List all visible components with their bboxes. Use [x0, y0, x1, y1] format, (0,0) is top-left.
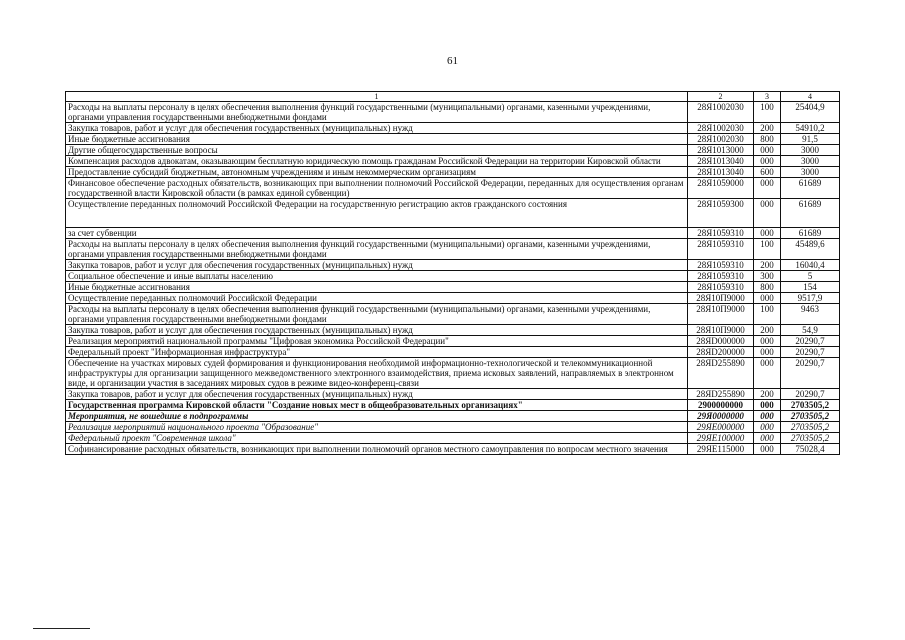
row-name-cell: Другие общегосударственные вопросы: [66, 145, 688, 156]
footer-rule: [33, 628, 90, 629]
row-type-cell: 000: [754, 358, 781, 389]
row-name-cell: Реализация мероприятий национальной программы "Цифровая экономика Российской Федерации": [66, 336, 688, 347]
row-sum-cell: 154: [781, 282, 840, 293]
row-type-cell: 100: [754, 239, 781, 260]
header-col-2: 2: [688, 92, 754, 102]
table-row: [66, 358, 840, 389]
row-name-cell: Расходы на выплаты персоналу в целях обеспечения выполнения функций государственными (муниципальными) органами, казенными учреждениями, органами управления государственными внебюджетными фондами: [66, 304, 688, 325]
row-code-cell: 28Я1002030: [688, 123, 754, 134]
row-sum-cell: 20290,7: [781, 336, 840, 347]
row-code-cell: 28Я1002030: [688, 134, 754, 145]
row-name-cell: Закупка товаров, работ и услуг для обеспечения государственных (муниципальных) нужд: [66, 123, 688, 134]
row-type-cell: 800: [754, 134, 781, 145]
row-name-cell: Закупка товаров, работ и услуг для обеспечения государственных (муниципальных) нужд: [66, 325, 688, 336]
row-name-cell: Осуществление переданных полномочий Российской Федерации: [66, 293, 688, 304]
table-row: [66, 134, 840, 145]
table-row: [66, 411, 840, 422]
row-sum-cell: 2703505,2: [781, 411, 840, 422]
table-row: [66, 282, 840, 293]
row-name-cell: Реализация мероприятий национального проекта "Образование": [66, 422, 688, 433]
table-row: [66, 178, 840, 199]
table-row: [66, 271, 840, 282]
row-type-cell: 200: [754, 123, 781, 134]
row-type-cell: 200: [754, 325, 781, 336]
row-code-cell: 28Я1002030: [688, 102, 754, 123]
row-name-cell: Социальное обеспечение и иные выплаты населению: [66, 271, 688, 282]
row-sum-cell: 20290,7: [781, 358, 840, 389]
row-sum-cell: 2703505,2: [781, 400, 840, 411]
row-sum-cell: 20290,7: [781, 389, 840, 400]
table-row: [66, 199, 840, 228]
row-sum-cell: 3000: [781, 156, 840, 167]
row-code-cell: 28ЯD200000: [688, 347, 754, 358]
row-name-cell: Мероприятия, не вошедшие в подпрограммы: [66, 411, 688, 422]
row-type-cell: 200: [754, 260, 781, 271]
row-code-cell: 28Я1059300: [688, 199, 754, 228]
row-type-cell: 000: [754, 411, 781, 422]
row-name-cell: Обеспечение на участках мировых судей формирования и функционирования необходимой информационно-технологической и телекоммуникационной инфраструктуры для организации защищенного межведомственного электронного взаимодействия, приема исковых заявлений, направляемых в электронном виде, и организации участия в заседаниях мировых судов в режиме видео-конференц-связи: [66, 358, 688, 389]
row-type-cell: 000: [754, 293, 781, 304]
row-type-cell: 800: [754, 282, 781, 293]
row-name-cell: Расходы на выплаты персоналу в целях обеспечения выполнения функций государственными (муниципальными) органами, казенными учреждениями, органами управления государственными внебюджетными фондами: [66, 102, 688, 123]
table-row: [66, 102, 840, 123]
row-type-cell: 100: [754, 304, 781, 325]
row-name-cell: Иные бюджетные ассигнования: [66, 134, 688, 145]
table-row: [66, 433, 840, 444]
table-row: [66, 389, 840, 400]
row-sum-cell: 75028,4: [781, 444, 840, 455]
table-header-row: [66, 92, 840, 102]
row-code-cell: 28ЯD255890: [688, 358, 754, 389]
row-sum-cell: 54910,2: [781, 123, 840, 134]
row-sum-cell: 45489,6: [781, 239, 840, 260]
row-code-cell: 28ЯD255890: [688, 389, 754, 400]
table-row: [66, 228, 840, 239]
row-code-cell: 28Я1059310: [688, 228, 754, 239]
row-code-cell: 28Я1013000: [688, 145, 754, 156]
row-name-cell: Компенсация расходов адвокатам, оказывающим бесплатную юридическую помощь гражданам Российской Федерации на территории Кировской области: [66, 156, 688, 167]
table-row: [66, 347, 840, 358]
row-sum-cell: 9517,9: [781, 293, 840, 304]
row-code-cell: 29ЯЕ115000: [688, 444, 754, 455]
row-type-cell: 100: [754, 102, 781, 123]
row-sum-cell: 61689: [781, 199, 840, 228]
row-sum-cell: 54,9: [781, 325, 840, 336]
row-sum-cell: 9463: [781, 304, 840, 325]
header-col-1: 1: [66, 92, 688, 102]
row-type-cell: 000: [754, 444, 781, 455]
row-name-cell: за счет субвенции: [66, 228, 688, 239]
row-code-cell: 29ЯЕ100000: [688, 433, 754, 444]
row-type-cell: 000: [754, 145, 781, 156]
row-code-cell: 28ЯD000000: [688, 336, 754, 347]
row-type-cell: 000: [754, 199, 781, 228]
row-code-cell: 28Я1059310: [688, 282, 754, 293]
row-type-cell: 000: [754, 400, 781, 411]
row-code-cell: 28Я1059310: [688, 271, 754, 282]
row-type-cell: 000: [754, 347, 781, 358]
table-row: [66, 400, 840, 411]
row-name-cell: Расходы на выплаты персоналу в целях обеспечения выполнения функций государственными (муниципальными) органами, казенными учреждениями, органами управления государственными внебюджетными фондами: [66, 239, 688, 260]
row-name-cell: Государственная программа Кировской области "Создание новых мест в общеобразовательных организациях": [66, 400, 688, 411]
table-row: [66, 239, 840, 260]
row-code-cell: 28Я1059000: [688, 178, 754, 199]
budget-table: [65, 91, 840, 455]
row-code-cell: 28Я1013040: [688, 156, 754, 167]
row-sum-cell: 5: [781, 271, 840, 282]
table-row: [66, 293, 840, 304]
row-type-cell: 000: [754, 178, 781, 199]
row-code-cell: 28Я1059310: [688, 260, 754, 271]
row-name-cell: Федеральный проект "Информационная инфраструктура": [66, 347, 688, 358]
row-code-cell: 28Я10П9000: [688, 325, 754, 336]
row-sum-cell: 16040,4: [781, 260, 840, 271]
row-name-cell: Осуществление переданных полномочий Российской Федерации на государственную регистрацию актов гражданского состояния: [66, 199, 688, 228]
table-row: [66, 167, 840, 178]
row-sum-cell: 2703505,2: [781, 433, 840, 444]
row-type-cell: 300: [754, 271, 781, 282]
row-code-cell: 28Я1013040: [688, 167, 754, 178]
table-row: [66, 145, 840, 156]
row-sum-cell: 25404,9: [781, 102, 840, 123]
row-type-cell: 000: [754, 433, 781, 444]
table-row: [66, 422, 840, 433]
row-sum-cell: 3000: [781, 167, 840, 178]
row-name-cell: Софинансирование расходных обязательств, возникающих при выполнении полномочий органов местного самоуправления по вопросам местного значения: [66, 444, 688, 455]
row-sum-cell: 3000: [781, 145, 840, 156]
row-code-cell: 28Я10П9000: [688, 293, 754, 304]
row-type-cell: 000: [754, 422, 781, 433]
row-type-cell: 600: [754, 167, 781, 178]
page-number: 61: [447, 55, 458, 67]
header-col-4: 4: [781, 92, 840, 102]
row-code-cell: 29ЯЕ000000: [688, 422, 754, 433]
row-type-cell: 000: [754, 228, 781, 239]
table-row: [66, 260, 840, 271]
row-sum-cell: 61689: [781, 178, 840, 199]
row-code-cell: 28Я10П9000: [688, 304, 754, 325]
row-sum-cell: 61689: [781, 228, 840, 239]
row-code-cell: 29Я0000000: [688, 411, 754, 422]
table-row: [66, 304, 840, 325]
row-name-cell: Федеральный проект "Современная школа": [66, 433, 688, 444]
row-type-cell: 000: [754, 336, 781, 347]
table-row: [66, 336, 840, 347]
row-code-cell: 2900000000: [688, 400, 754, 411]
header-col-3: 3: [754, 92, 781, 102]
row-type-cell: 200: [754, 389, 781, 400]
table-row: [66, 325, 840, 336]
row-sum-cell: 2703505,2: [781, 422, 840, 433]
table-row: [66, 123, 840, 134]
row-name-cell: Иные бюджетные ассигнования: [66, 282, 688, 293]
row-code-cell: 28Я1059310: [688, 239, 754, 260]
table-row: [66, 156, 840, 167]
row-sum-cell: 20290,7: [781, 347, 840, 358]
row-name-cell: Закупка товаров, работ и услуг для обеспечения государственных (муниципальных) нужд: [66, 260, 688, 271]
row-name-cell: Предоставление субсидий бюджетным, автономным учреждениям и иным некоммерческим организациям: [66, 167, 688, 178]
row-type-cell: 000: [754, 156, 781, 167]
row-name-cell: Финансовое обеспечение расходных обязательств, возникающих при выполнении полномочий Российской Федерации, переданных для осуществления органам государственной власти Кировской области (в рамках единой субвенции): [66, 178, 688, 199]
row-sum-cell: 91,5: [781, 134, 840, 145]
row-name-cell: Закупка товаров, работ и услуг для обеспечения государственных (муниципальных) нужд: [66, 389, 688, 400]
table-row: [66, 444, 840, 455]
